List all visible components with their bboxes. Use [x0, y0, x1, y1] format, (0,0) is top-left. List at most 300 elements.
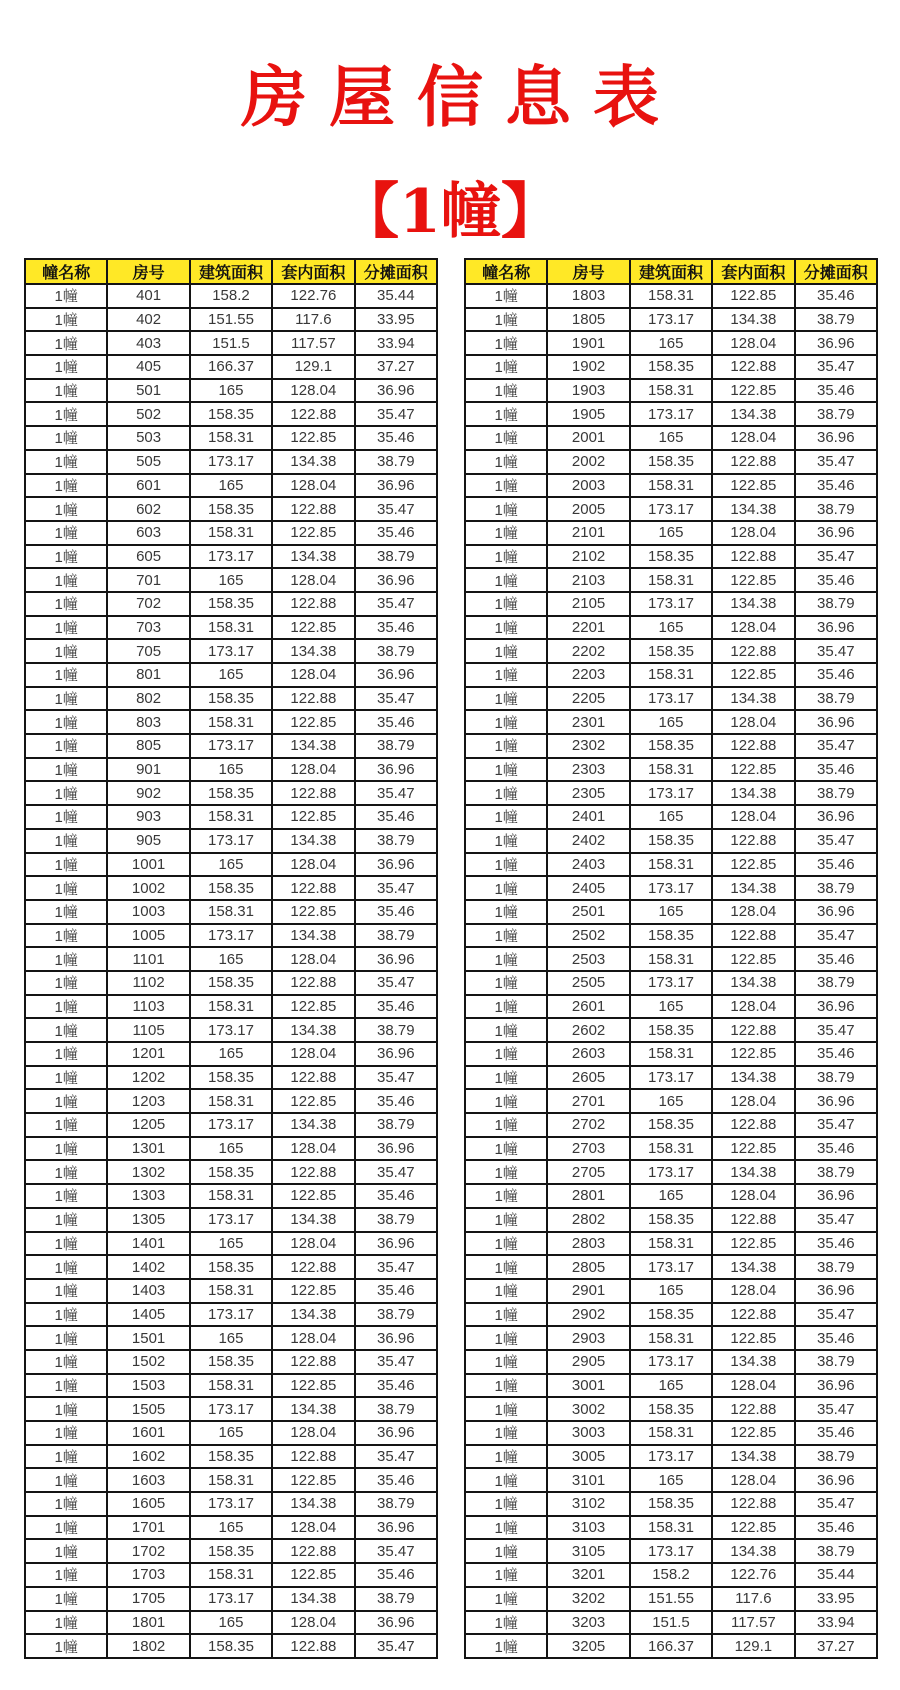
cell-building-name: 1幢 [465, 616, 547, 640]
cell-building-name: 1幢 [25, 829, 107, 853]
table-row [25, 1018, 437, 1042]
house-info-table-left [24, 258, 438, 1659]
cell-building-name: 1幢 [465, 545, 547, 569]
cell-building-name: 1幢 [25, 308, 107, 332]
cell-shared-area: 38.79 [355, 545, 437, 569]
cell-shared-area: 38.79 [355, 1492, 437, 1516]
cell-inner-area: 134.38 [712, 1445, 794, 1469]
table-row [465, 1563, 877, 1587]
cell-building-name: 1幢 [25, 426, 107, 450]
cell-shared-area: 35.46 [355, 995, 437, 1019]
cell-building-area: 165 [630, 1468, 712, 1492]
cell-room-number: 2401 [547, 805, 629, 829]
cell-building-name: 1幢 [465, 1445, 547, 1469]
table-row [25, 284, 437, 308]
cell-room-number: 2305 [547, 781, 629, 805]
cell-room-number: 1005 [107, 924, 189, 948]
cell-room-number: 1003 [107, 900, 189, 924]
cell-building-name: 1幢 [25, 1468, 107, 1492]
cell-shared-area: 38.79 [795, 687, 877, 711]
cell-shared-area: 35.46 [355, 1184, 437, 1208]
cell-room-number: 2003 [547, 474, 629, 498]
cell-building-area: 158.35 [190, 781, 272, 805]
cell-inner-area: 122.85 [712, 663, 794, 687]
cell-building-name: 1幢 [465, 568, 547, 592]
cell-building-name: 1幢 [25, 1042, 107, 1066]
cell-building-area: 173.17 [630, 1066, 712, 1090]
cell-shared-area: 35.46 [795, 1137, 877, 1161]
cell-shared-area: 35.46 [355, 710, 437, 734]
cell-building-name: 1幢 [25, 687, 107, 711]
cell-building-area: 158.35 [190, 1066, 272, 1090]
cell-room-number: 2001 [547, 426, 629, 450]
cell-room-number: 1302 [107, 1160, 189, 1184]
table-row [465, 1421, 877, 1445]
cell-inner-area: 128.04 [272, 663, 354, 687]
cell-inner-area: 122.88 [712, 734, 794, 758]
cell-building-name: 1幢 [465, 1587, 547, 1611]
cell-building-name: 1幢 [465, 1089, 547, 1113]
cell-room-number: 905 [107, 829, 189, 853]
cell-room-number: 1805 [547, 308, 629, 332]
cell-building-area: 165 [630, 521, 712, 545]
cell-inner-area: 134.38 [712, 1350, 794, 1374]
table-row [465, 592, 877, 616]
cell-shared-area: 38.79 [795, 402, 877, 426]
cell-room-number: 3102 [547, 1492, 629, 1516]
cell-building-name: 1幢 [465, 1279, 547, 1303]
cell-room-number: 2601 [547, 995, 629, 1019]
cell-room-number: 1601 [107, 1421, 189, 1445]
cell-building-area: 173.17 [630, 876, 712, 900]
table-row [465, 1042, 877, 1066]
cell-building-area: 165 [190, 1516, 272, 1540]
table-row [465, 995, 877, 1019]
house-info-table-right [464, 258, 878, 1659]
cell-inner-area: 128.04 [272, 1232, 354, 1256]
cell-building-area: 165 [190, 1611, 272, 1635]
cell-shared-area: 38.79 [355, 734, 437, 758]
cell-building-area: 173.17 [190, 1397, 272, 1421]
cell-shared-area: 36.96 [355, 1042, 437, 1066]
cell-shared-area: 36.96 [355, 568, 437, 592]
cell-building-name: 1幢 [25, 1303, 107, 1327]
cell-room-number: 2103 [547, 568, 629, 592]
cell-building-area: 173.17 [190, 829, 272, 853]
cell-shared-area: 38.79 [355, 1397, 437, 1421]
cell-room-number: 805 [107, 734, 189, 758]
table-row [465, 687, 877, 711]
cell-room-number: 1602 [107, 1445, 189, 1469]
cell-room-number: 503 [107, 426, 189, 450]
cell-shared-area: 36.96 [795, 1468, 877, 1492]
col-header-inner-area: 套内面积 [272, 259, 354, 284]
cell-room-number: 803 [107, 710, 189, 734]
cell-inner-area: 128.04 [712, 1468, 794, 1492]
table-row [465, 426, 877, 450]
cell-building-name: 1幢 [25, 1255, 107, 1279]
cell-shared-area: 36.96 [795, 616, 877, 640]
table-row [465, 900, 877, 924]
cell-room-number: 1501 [107, 1326, 189, 1350]
table-row [465, 947, 877, 971]
table-row [465, 758, 877, 782]
cell-inner-area: 122.85 [272, 995, 354, 1019]
cell-shared-area: 38.79 [795, 876, 877, 900]
cell-building-area: 173.17 [190, 1113, 272, 1137]
cell-building-name: 1幢 [25, 876, 107, 900]
cell-room-number: 1502 [107, 1350, 189, 1374]
cell-shared-area: 35.46 [795, 568, 877, 592]
cell-room-number: 901 [107, 758, 189, 782]
cell-inner-area: 122.88 [272, 781, 354, 805]
cell-inner-area: 128.04 [712, 331, 794, 355]
table-row [465, 497, 877, 521]
cell-room-number: 801 [107, 663, 189, 687]
cell-building-area: 166.37 [190, 355, 272, 379]
cell-shared-area: 38.79 [355, 1018, 437, 1042]
cell-building-name: 1幢 [465, 734, 547, 758]
cell-shared-area: 38.79 [795, 971, 877, 995]
cell-shared-area: 35.46 [795, 474, 877, 498]
col-header-room-number: 房号 [107, 259, 189, 284]
cell-inner-area: 122.85 [272, 426, 354, 450]
cell-building-area: 173.17 [630, 781, 712, 805]
cell-building-name: 1幢 [25, 284, 107, 308]
cell-inner-area: 122.85 [712, 1326, 794, 1350]
cell-inner-area: 122.85 [712, 1516, 794, 1540]
cell-room-number: 1101 [107, 947, 189, 971]
table-row [465, 663, 877, 687]
cell-building-name: 1幢 [25, 853, 107, 877]
page-title: 房屋信息表 [241, 60, 681, 134]
cell-inner-area: 122.85 [272, 710, 354, 734]
cell-building-name: 1幢 [465, 1018, 547, 1042]
cell-inner-area: 134.38 [272, 1113, 354, 1137]
cell-building-name: 1幢 [465, 829, 547, 853]
cell-room-number: 1603 [107, 1468, 189, 1492]
cell-building-name: 1幢 [465, 1516, 547, 1540]
table-row [25, 1587, 437, 1611]
cell-building-area: 165 [630, 1279, 712, 1303]
cell-inner-area: 122.85 [272, 805, 354, 829]
cell-building-name: 1幢 [465, 308, 547, 332]
cell-shared-area: 36.96 [795, 521, 877, 545]
table-row [25, 687, 437, 711]
cell-building-name: 1幢 [465, 900, 547, 924]
cell-shared-area: 35.47 [795, 1492, 877, 1516]
table-row [25, 616, 437, 640]
table-row [25, 379, 437, 403]
cell-room-number: 502 [107, 402, 189, 426]
cell-building-area: 158.35 [630, 924, 712, 948]
cell-room-number: 1303 [107, 1184, 189, 1208]
cell-shared-area: 33.95 [795, 1587, 877, 1611]
cell-shared-area: 36.96 [355, 1516, 437, 1540]
cell-room-number: 1205 [107, 1113, 189, 1137]
cell-inner-area: 128.04 [272, 1421, 354, 1445]
cell-inner-area: 128.04 [272, 1042, 354, 1066]
cell-building-name: 1幢 [25, 1563, 107, 1587]
cell-building-name: 1幢 [465, 805, 547, 829]
cell-building-area: 173.17 [190, 639, 272, 663]
cell-inner-area: 134.38 [272, 829, 354, 853]
cell-shared-area: 35.46 [795, 663, 877, 687]
cell-building-name: 1幢 [25, 616, 107, 640]
cell-room-number: 902 [107, 781, 189, 805]
table-row [465, 308, 877, 332]
cell-building-area: 165 [630, 900, 712, 924]
table-row [465, 1516, 877, 1540]
cell-room-number: 1001 [107, 853, 189, 877]
cell-shared-area: 36.96 [355, 1232, 437, 1256]
table-row [25, 1232, 437, 1256]
cell-building-name: 1幢 [25, 1232, 107, 1256]
cell-building-area: 173.17 [630, 1539, 712, 1563]
cell-building-area: 173.17 [190, 1492, 272, 1516]
cell-inner-area: 128.04 [712, 1089, 794, 1113]
cell-room-number: 2701 [547, 1089, 629, 1113]
cell-building-area: 165 [630, 805, 712, 829]
cell-building-area: 158.31 [630, 1326, 712, 1350]
cell-shared-area: 36.96 [795, 900, 877, 924]
cell-shared-area: 35.46 [355, 616, 437, 640]
table-row [465, 1137, 877, 1161]
table-row [25, 1374, 437, 1398]
cell-inner-area: 122.85 [712, 1137, 794, 1161]
cell-inner-area: 117.6 [272, 308, 354, 332]
cell-building-name: 1幢 [465, 1255, 547, 1279]
cell-building-area: 165 [630, 331, 712, 355]
cell-building-area: 158.31 [630, 1042, 712, 1066]
cell-building-area: 158.31 [630, 1516, 712, 1540]
cell-inner-area: 122.85 [712, 474, 794, 498]
cell-inner-area: 122.88 [712, 450, 794, 474]
cell-inner-area: 122.85 [712, 568, 794, 592]
cell-inner-area: 117.57 [712, 1611, 794, 1635]
cell-building-name: 1幢 [25, 1350, 107, 1374]
cell-room-number: 2702 [547, 1113, 629, 1137]
table-row [25, 1634, 437, 1658]
cell-building-area: 158.35 [630, 1492, 712, 1516]
table-row [465, 355, 877, 379]
cell-inner-area: 134.38 [272, 1018, 354, 1042]
table-row [25, 1113, 437, 1137]
cell-inner-area: 128.04 [712, 995, 794, 1019]
cell-inner-area: 128.04 [712, 521, 794, 545]
cell-shared-area: 38.79 [795, 1255, 877, 1279]
cell-building-area: 158.31 [190, 1468, 272, 1492]
cell-room-number: 401 [107, 284, 189, 308]
cell-shared-area: 35.47 [795, 1018, 877, 1042]
cell-shared-area: 35.47 [355, 971, 437, 995]
cell-building-name: 1幢 [25, 1208, 107, 1232]
cell-shared-area: 36.96 [355, 1611, 437, 1635]
cell-building-area: 151.55 [630, 1587, 712, 1611]
cell-inner-area: 134.38 [272, 1587, 354, 1611]
table-row [25, 971, 437, 995]
cell-building-name: 1幢 [465, 450, 547, 474]
cell-shared-area: 35.47 [355, 1634, 437, 1658]
cell-room-number: 2503 [547, 947, 629, 971]
cell-room-number: 2902 [547, 1303, 629, 1327]
cell-room-number: 2501 [547, 900, 629, 924]
cell-inner-area: 122.88 [272, 1255, 354, 1279]
col-header-building-area: 建筑面积 [190, 259, 272, 284]
cell-building-area: 165 [630, 1184, 712, 1208]
cell-inner-area: 117.57 [272, 331, 354, 355]
cell-room-number: 1103 [107, 995, 189, 1019]
cell-inner-area: 122.88 [712, 1113, 794, 1137]
cell-room-number: 2403 [547, 853, 629, 877]
cell-shared-area: 36.96 [355, 379, 437, 403]
cell-shared-area: 36.96 [795, 1374, 877, 1398]
cell-inner-area: 134.38 [272, 639, 354, 663]
cell-shared-area: 36.96 [355, 758, 437, 782]
cell-building-area: 158.31 [630, 1137, 712, 1161]
cell-building-name: 1幢 [25, 805, 107, 829]
cell-room-number: 802 [107, 687, 189, 711]
cell-building-area: 158.31 [630, 663, 712, 687]
cell-building-name: 1幢 [25, 497, 107, 521]
cell-shared-area: 35.46 [355, 1468, 437, 1492]
cell-shared-area: 35.47 [795, 1113, 877, 1137]
table-row [25, 1539, 437, 1563]
cell-shared-area: 35.46 [795, 1232, 877, 1256]
cell-building-name: 1幢 [25, 971, 107, 995]
cell-building-name: 1幢 [25, 1421, 107, 1445]
cell-inner-area: 122.85 [272, 521, 354, 545]
cell-building-area: 173.17 [630, 1255, 712, 1279]
cell-room-number: 1203 [107, 1089, 189, 1113]
table-row [25, 924, 437, 948]
cell-shared-area: 35.46 [355, 805, 437, 829]
cell-inner-area: 122.88 [272, 876, 354, 900]
table-row [25, 1066, 437, 1090]
cell-building-area: 158.35 [630, 829, 712, 853]
table-row [465, 1445, 877, 1469]
table-row [25, 426, 437, 450]
cell-room-number: 405 [107, 355, 189, 379]
cell-building-area: 173.17 [190, 1587, 272, 1611]
table-row [25, 1445, 437, 1469]
cell-inner-area: 128.04 [272, 1611, 354, 1635]
cell-inner-area: 122.88 [712, 924, 794, 948]
cell-inner-area: 122.88 [712, 1397, 794, 1421]
cell-room-number: 1903 [547, 379, 629, 403]
table-row [25, 1516, 437, 1540]
cell-building-name: 1幢 [25, 521, 107, 545]
cell-shared-area: 38.79 [795, 1066, 877, 1090]
table-row [25, 1421, 437, 1445]
table-row [465, 1397, 877, 1421]
cell-building-area: 173.17 [630, 971, 712, 995]
cell-building-area: 165 [190, 1421, 272, 1445]
cell-inner-area: 122.85 [272, 616, 354, 640]
cell-inner-area: 122.85 [712, 758, 794, 782]
cell-inner-area: 128.04 [272, 947, 354, 971]
cell-building-area: 173.17 [190, 734, 272, 758]
cell-room-number: 402 [107, 308, 189, 332]
cell-shared-area: 35.47 [795, 639, 877, 663]
cell-building-name: 1幢 [465, 1303, 547, 1327]
cell-room-number: 1102 [107, 971, 189, 995]
col-header-shared-area: 分摊面积 [355, 259, 437, 284]
cell-building-area: 151.5 [190, 331, 272, 355]
cell-building-area: 158.35 [190, 1350, 272, 1374]
cell-room-number: 2402 [547, 829, 629, 853]
cell-building-name: 1幢 [25, 331, 107, 355]
cell-building-area: 158.35 [630, 1397, 712, 1421]
table-row [25, 497, 437, 521]
cell-shared-area: 38.79 [355, 829, 437, 853]
cell-building-name: 1幢 [465, 781, 547, 805]
cell-building-area: 158.35 [190, 1539, 272, 1563]
cell-room-number: 602 [107, 497, 189, 521]
cell-building-name: 1幢 [25, 1516, 107, 1540]
cell-building-name: 1幢 [25, 900, 107, 924]
cell-building-name: 1幢 [25, 474, 107, 498]
cell-building-area: 158.31 [630, 758, 712, 782]
cell-inner-area: 128.04 [272, 1326, 354, 1350]
header-row [465, 259, 877, 284]
cell-shared-area: 35.46 [795, 1326, 877, 1350]
cell-building-area: 158.31 [190, 995, 272, 1019]
cell-building-name: 1幢 [465, 379, 547, 403]
cell-room-number: 2405 [547, 876, 629, 900]
table-row [25, 734, 437, 758]
table-row [25, 947, 437, 971]
cell-building-name: 1幢 [465, 1113, 547, 1137]
table-row [25, 1326, 437, 1350]
table-row [465, 1113, 877, 1137]
cell-shared-area: 35.46 [355, 1089, 437, 1113]
cell-inner-area: 122.85 [712, 284, 794, 308]
cell-shared-area: 35.47 [795, 1303, 877, 1327]
cell-inner-area: 122.88 [272, 1350, 354, 1374]
cell-building-area: 173.17 [190, 545, 272, 569]
cell-building-name: 1幢 [465, 592, 547, 616]
table-body-right [465, 284, 877, 1658]
table-row [25, 876, 437, 900]
cell-inner-area: 134.38 [712, 876, 794, 900]
cell-inner-area: 128.04 [272, 379, 354, 403]
cell-shared-area: 35.47 [355, 592, 437, 616]
cell-building-area: 173.17 [630, 1160, 712, 1184]
cell-shared-area: 38.79 [795, 1350, 877, 1374]
table-row [25, 1492, 437, 1516]
cell-room-number: 2801 [547, 1184, 629, 1208]
cell-room-number: 2703 [547, 1137, 629, 1161]
cell-shared-area: 36.96 [795, 331, 877, 355]
table-row [25, 1397, 437, 1421]
table-row [25, 1208, 437, 1232]
col-header-building-name: 幢名称 [25, 259, 107, 284]
table-row [465, 853, 877, 877]
table-row [25, 1255, 437, 1279]
cell-inner-area: 122.88 [272, 1066, 354, 1090]
table-row [465, 1232, 877, 1256]
table-row [465, 331, 877, 355]
col-header-shared-area: 分摊面积 [795, 259, 877, 284]
table-row [465, 568, 877, 592]
cell-inner-area: 134.38 [712, 1066, 794, 1090]
cell-shared-area: 35.46 [355, 1563, 437, 1587]
table-row [25, 1089, 437, 1113]
cell-building-name: 1幢 [465, 1492, 547, 1516]
cell-inner-area: 134.38 [272, 1492, 354, 1516]
cell-room-number: 2203 [547, 663, 629, 687]
